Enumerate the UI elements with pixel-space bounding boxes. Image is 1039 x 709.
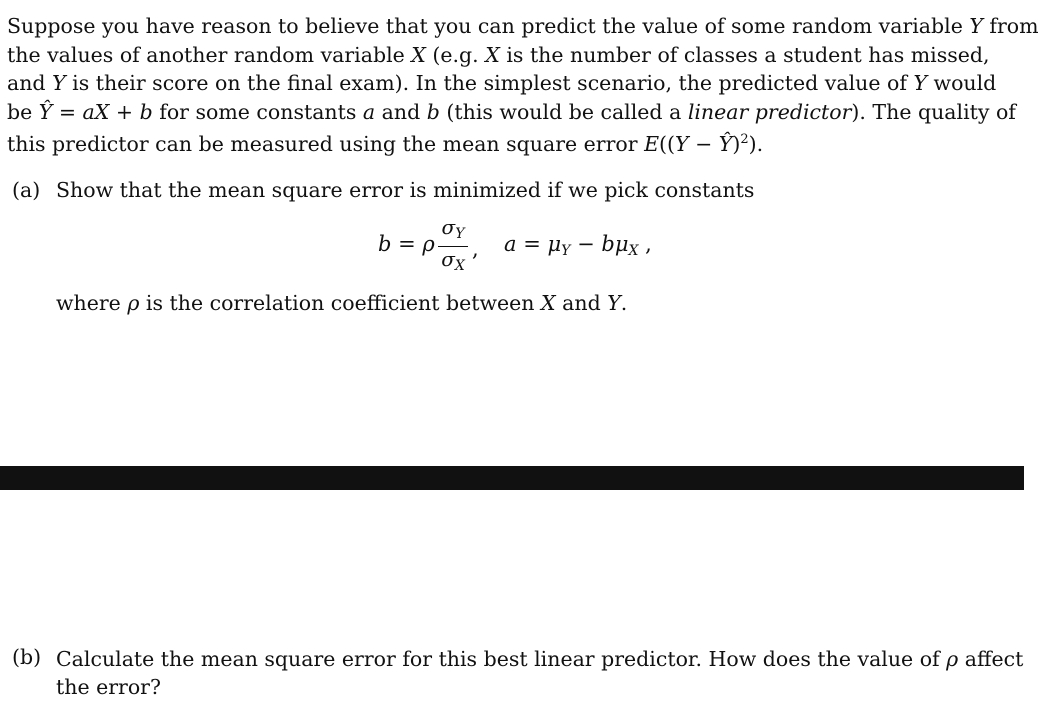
- part-b-prompt: [56, 645, 1024, 701]
- part-a-label: (a): [12, 178, 41, 202]
- fraction-denominator: $\sigma_X$: [441, 247, 465, 274]
- equation-comma: ,: [472, 237, 479, 261]
- fraction-numerator: $\sigma_Y$: [441, 215, 465, 242]
- intro-line-2: the values of another random variable X (e.g. X is the number of classes a student has missed,: [7, 42, 990, 67]
- intro-line-4: be Ŷ = aX + b for some constants a and b (this would be called a linear predictor). The quality of: [7, 99, 1016, 124]
- intro-paragraph: [7, 12, 1039, 158]
- part-a-prompt: Show that the mean square error is minimized if we pick constants: [56, 178, 755, 202]
- equation-b-lhs: b = ρ: [378, 232, 435, 256]
- redaction-bar: [0, 466, 1024, 490]
- part-b-label: (b): [12, 645, 42, 669]
- part-b-line-2: the error?: [56, 675, 161, 699]
- intro-line-3: and Y is their score on the final exam). In the simplest scenario, the predicted value of Y would: [7, 71, 997, 95]
- intro-line-1: Suppose you have reason to believe that you can predict the value of some random variable Y from: [7, 14, 1039, 38]
- equation-a: $a = \mu_Y - b\mu_X$ ,: [504, 232, 652, 259]
- part-b-line-1: Calculate the mean square error for this best linear predictor. How does the value of ρ affect: [56, 647, 1024, 671]
- intro-line-5: this predictor can be measured using the mean square error E((Y − Ŷ)$^2$).: [7, 131, 764, 156]
- part-a-where-clause: where ρ is the correlation coefficient between X and Y.: [56, 291, 628, 315]
- optimal-constants-equation: [378, 215, 698, 275]
